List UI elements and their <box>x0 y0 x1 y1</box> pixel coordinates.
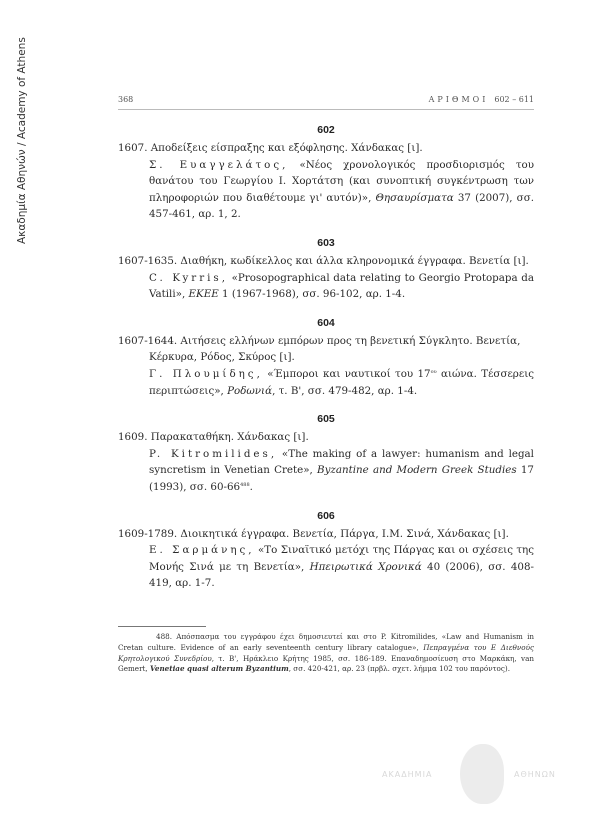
running-title: ΑΡΙΘΜΟΙ 602 – 611 <box>428 95 534 104</box>
section-number: 603 <box>317 236 335 249</box>
journal-title: Byzantine and Modern Greek Studies <box>317 464 517 477</box>
section-number: 604 <box>317 316 335 329</box>
author: Γ. Πλουμίδης, <box>149 367 263 380</box>
side-watermark <box>16 37 36 244</box>
journal-title: Ηπειρωτικά Χρονικά <box>309 560 422 573</box>
footnote-number: 488. <box>156 632 173 641</box>
footnote-divider <box>118 626 206 627</box>
entry-head: 1609-1789. Διοικητικά έγγραφα. Βενετία, Πάργα, Ι.Μ. Σινά, Χάνδακας [ι]. <box>118 527 509 540</box>
entry-head: 1607-1644. Αιτήσεις ελλήνων εμπόρων προς τη βενετική Σύγκλητο. Βενετία, Κέρκυρα, Ρόδος, Σκύρος [ι]. <box>118 334 521 364</box>
entry <box>118 333 534 399</box>
section-605 <box>118 413 534 495</box>
entry <box>118 429 534 495</box>
athena-head-icon <box>460 744 504 804</box>
entry-head: 1607-1635. Διαθήκη, κωδίκελλος και άλλα κληρονομικά έγγραφα. Βενετία [ι]. <box>118 254 529 267</box>
superscript: ου <box>430 368 437 375</box>
journal-title: EKEE <box>188 288 219 301</box>
entry-head: 1607. Αποδείξεις είσπραξης και εξόφλησης. Χάνδακας [ι]. <box>118 142 423 154</box>
entry-reference: P. Kitromilides, «The making of a lawyer: humanism and legal syncretism in Venetian Crete», Byzantine and Modern Greek Studies 17 (1993), σσ. $60-66^{488}$. <box>149 447 534 493</box>
section-606 <box>118 510 534 592</box>
page-content <box>118 95 534 592</box>
entry <box>118 526 534 592</box>
section-602 <box>118 124 534 223</box>
section-number: 606 <box>317 509 335 522</box>
entry-head: 1609. Παρακαταθήκη. Χάνδακας [ι]. <box>118 431 309 444</box>
entry-reference: Γ. Πλουμίδης, «Έμποροι και ναυτικοί του $17^{o\upsilon}$ αιώνα. Τέσσερεις περιπτώσεις», Ροδωνιά, τ. Β', σσ. 479-482, αρ. 1-4. <box>149 367 534 397</box>
author: P. Kitromilides, <box>149 447 278 460</box>
entry-reference: Σ. Ευαγγελάτος, «Νέος χρονολογικός προσδιορισμός του θανάτου του Γεωργίου Ι. Χορτάτση (και συνοπτική συγκέντρωση των πληροφοριών που διαθέτουμε γι' αυτόν)», Θησαυρίσματα 37 (2007), σσ. 457-461, αρ. 1, 2. <box>149 158 535 221</box>
footnote: 488. Απόσπασμα του εγγράφου έχει δημοσιευτεί και στο P. Kitromilides, «Law and Humanism in Cretan culture. Evidence of an early seventeenth century library catalogue», Πεπραγμένα του Ε Διεθνούς Κρητολογικού Συνεδρίου, τ. Β', Ηράκλειο Κρήτης 1985, σσ. 186-189. Επαναδημοσίευση στο Μαρκάκη, van Gemert, Venetiae quasi alterum Byzantium, σσ. 420-421, αρ. 23 (πρβλ. σχετ. λήμμα 102 του παρόντος). <box>118 632 535 674</box>
page-number: 368 <box>118 95 134 104</box>
logo-text-left: ΑΚΑΔΗΜΙΑ <box>382 770 433 779</box>
journal-title: Ροδωνιά <box>227 384 273 397</box>
author: Σ. Ευαγγελάτος, <box>149 158 289 171</box>
entry-reference: Ε. Σαρμάνης, «Το Σιναϊτικό μετόχι της Πάργας και οι σχέσεις της Μονής Σινά με τη Βενετία», Ηπειρωτικά Χρονικά 40 (2006), σσ. 408-419, αρ. 1-7. <box>149 544 535 590</box>
running-head <box>118 95 534 110</box>
entry <box>118 140 534 223</box>
entry <box>118 253 534 303</box>
side-watermark-text: Ακαδημία Αθηνών / Academy of Athens <box>16 37 28 244</box>
section-604 <box>118 317 534 399</box>
author: Ε. Σαρμάνης, <box>149 544 255 557</box>
entry-reference: C. Kyrris, «Prosopographical data relating to Georgio Protopapa da Vatili», EKEE 1 (1967-1968), σσ. 96-102, αρ. 1-4. <box>149 271 535 301</box>
section-603 <box>118 237 534 303</box>
logo-text-right: ΑΘΗΝΩΝ <box>514 770 556 779</box>
footnote-ref[interactable]: 488 <box>240 481 250 488</box>
section-number: 605 <box>317 413 335 426</box>
academy-logo-watermark <box>382 730 582 810</box>
journal-title: Θησαυρίσματα <box>375 191 454 204</box>
author: C. Kyrris, <box>149 271 228 284</box>
section-number: 602 <box>317 124 335 136</box>
